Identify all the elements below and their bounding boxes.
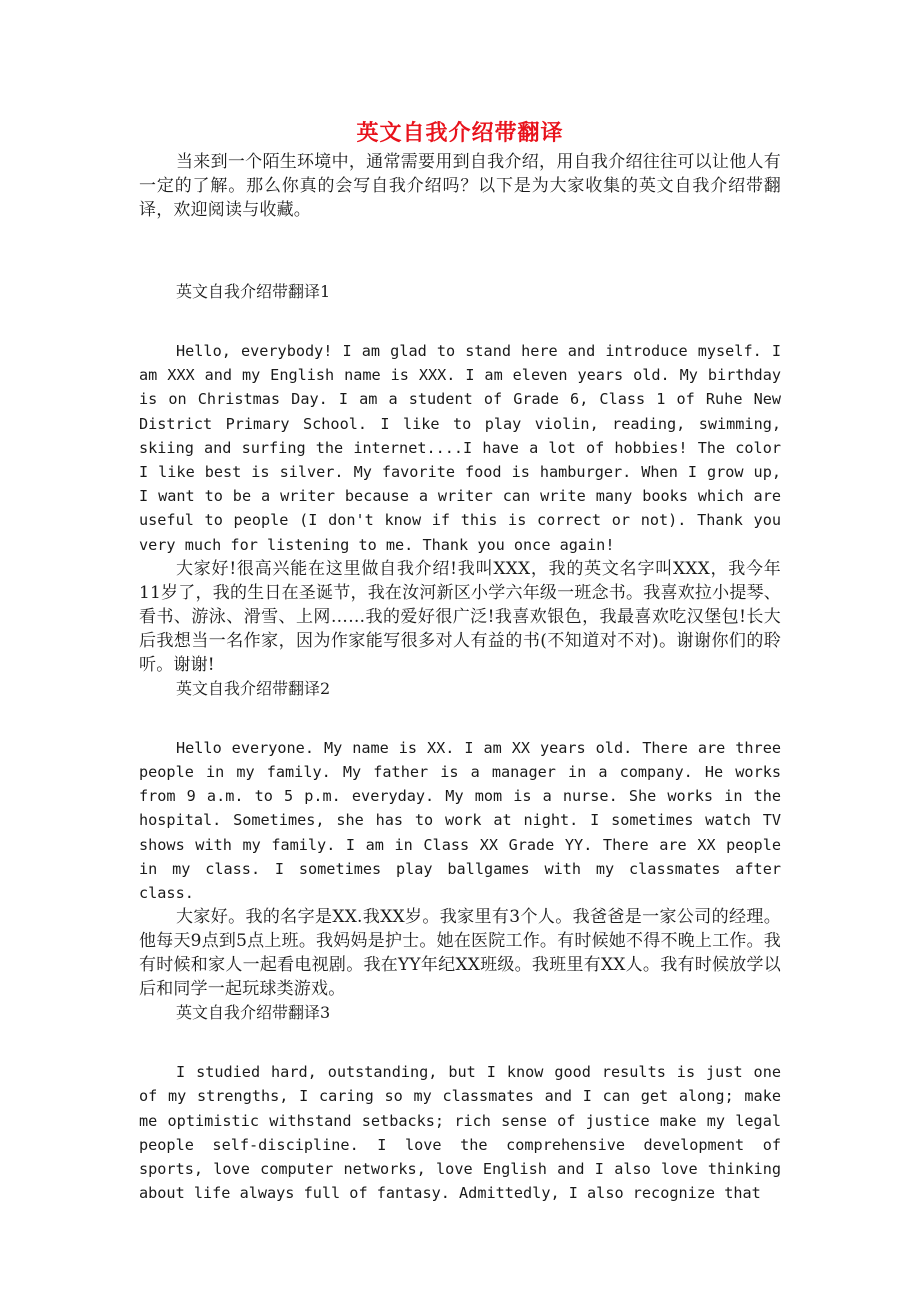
- section-2-heading: 英文自我介绍带翻译2: [176, 678, 331, 698]
- spacer: [139, 222, 781, 280]
- document-title: 英文自我介绍带翻译: [356, 120, 564, 146]
- section-3-heading: 英文自我介绍带翻译3: [176, 1003, 331, 1023]
- spacer: [139, 701, 781, 736]
- section-2-english: Hello everyone. My name is XX. I am XX years old. There are three people in my family. My father is a manager in a company. He works from 9 a.m. to 5 p.m. everyday. My mom is a nurse. She works in the hospital. Sometimes, she has to work at night. I sometimes watch TV shows with my family. I am in Class XX Grade YY. There are XX people in my class. I sometimes play ballgames with my classmates after class.: [139, 738, 781, 903]
- section-1-heading: 英文自我介绍带翻译1: [176, 282, 331, 301]
- section-2-chinese: 大家好。我的名字是XX.我XX岁。我家里有3个人。我爸爸是一家公司的经理。他每天9点到5点上班。我妈妈是护士。她在医院工作。有时候她不得不晚上工作。我有时候和家人一起看电视剧。我在YY年纪XX班级。我班里有XX人。我有时候放学以后和同学一起玩球类游戏。: [139, 907, 781, 1000]
- section-1-chinese: 大家好!很高兴能在这里做自我介绍!我叫XXX，我的英文名字叫XXX，我今年11岁了，我的生日在圣诞节，我在汝河新区小学六年级一班念书。我喜欢拉小提琴、看书、游泳、滑雪、上网……我的爱好很广泛!我喜欢银色，我最喜欢吃汉堡包!长大后我想当一名作家，因为作家能写很多对人有益的书(不知道对不对)。谢谢你们的聆听。谢谢!: [139, 558, 781, 675]
- spacer: [139, 1025, 781, 1060]
- section-3-english: I studied hard, outstanding, but I know good results is just one of my strengths, I caring so my classmates and I can get along; make me optimistic withstand setbacks; rich sense of justice make my legal people self-discipline. I love the comprehensive development of sports, love computer networks, love English and I also love thinking about life always full of fantasy. Admittedly, I also recognize that: [139, 1063, 781, 1203]
- document-page: [139, 116, 781, 1205]
- spacer: [139, 304, 781, 339]
- intro-paragraph: 当来到一个陌生环境中，通常需要用到自我介绍，用自我介绍往往可以让他人有一定的了解。那么你真的会写自我介绍吗？以下是为大家收集的英文自我介绍带翻译，欢迎阅读与收藏。: [139, 152, 781, 220]
- section-1-english: Hello, everybody! I am glad to stand here and introduce myself. I am XXX and my English name is XXX. I am eleven years old. My birthday is on Christmas Day. I am a student of Grade 6, Class 1 of Ruhe New District Primary School. I like to play violin, reading, swimming, skiing and surfing the internet....I have a lot of hobbies! The color I like best is silver. My favorite food is hamburger. When I grow up, I want to be a writer because a writer can write many books which are useful to people (I don't know if this is correct or not). Thank you very much for listening to me. Thank you once again!: [139, 342, 781, 554]
